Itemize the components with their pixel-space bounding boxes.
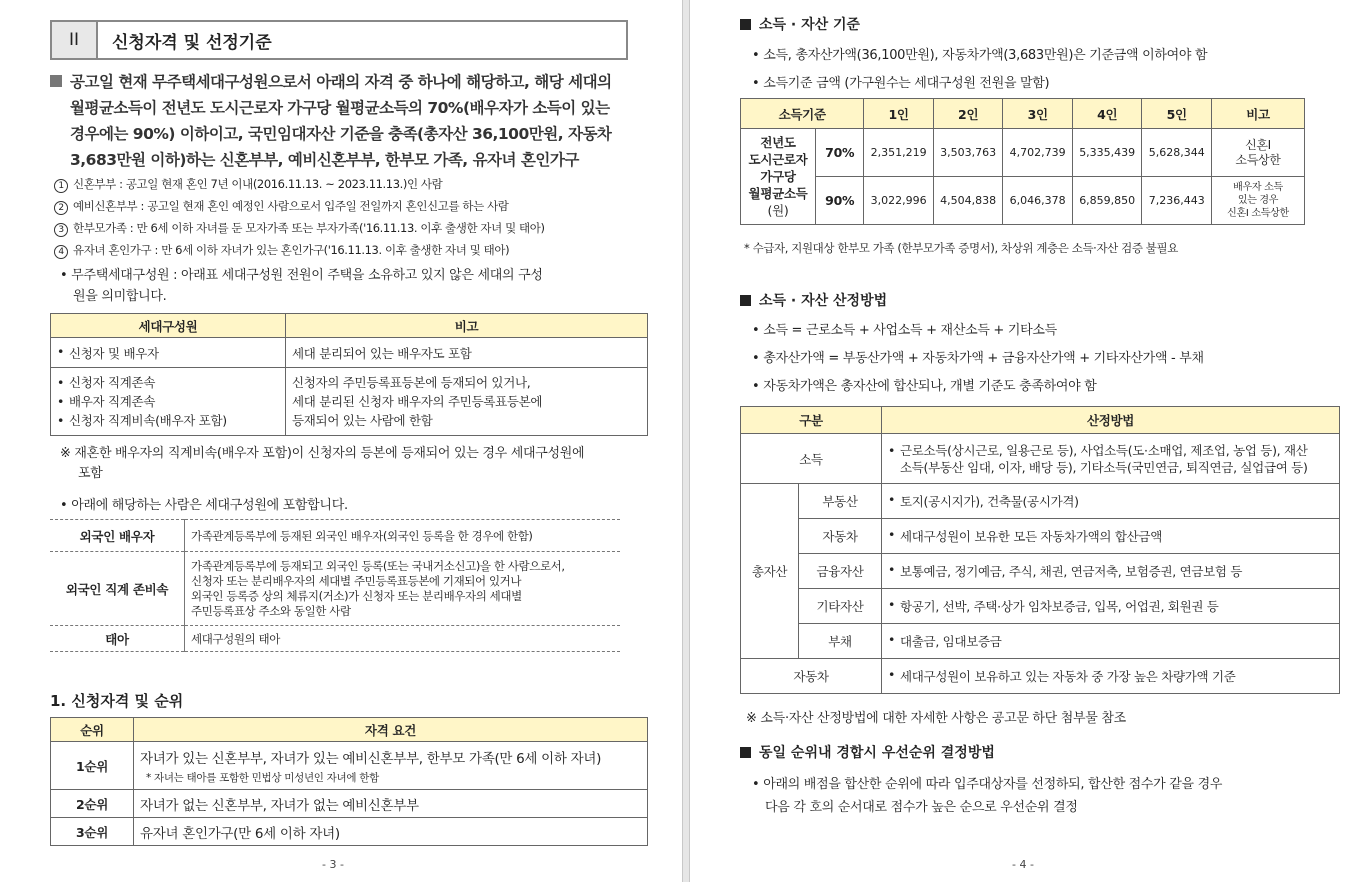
table-header: 1인 (864, 99, 934, 129)
income-value: 3,503,763 (933, 129, 1003, 177)
income-value: 7,236,443 (1142, 177, 1212, 225)
method-cell: • 대출금, 임대보증금 (882, 624, 1340, 659)
method-cell: • 항공기, 선박, 주택·상가 임차보증금, 입목, 어업권, 회원권 등 (882, 589, 1340, 624)
page-3 (0, 0, 682, 882)
tiebreak-line-2: 다음 각 호의 순서대로 점수가 높은 순으로 우선순위 결정 (765, 800, 1078, 815)
sub-label: 기타자산 (799, 589, 882, 624)
income-value: 5,335,439 (1072, 129, 1142, 177)
intro-line-4: 3,683만원 이하)하는 신혼부부, 예비신혼부부, 한부모 가족, 유자녀 혼인가구 (70, 151, 579, 169)
calc-bullet-2: • 총자산가액 = 부동산가액 + 자동차가액 + 금융자산가액 + 기타자산가액 - 부채 (752, 351, 1204, 366)
page-4 (690, 0, 1369, 882)
section-header (50, 20, 628, 60)
income-note: * 수급자, 지원대상 한부모 가족 (한부모가족 증명서), 차상위 계층은 소득·자산 검증 불필요 (744, 241, 1178, 255)
row-label: 태아 (50, 626, 185, 652)
method-cell: • 보통예금, 정기예금, 주식, 채권, 연금저축, 보험증권, 연금보험 등 (882, 554, 1340, 589)
intro-line-3: 경우에는 90%) 이하이고, 국민임대자산 기준을 충족(총자산 36,100만원, 자동차 (70, 125, 612, 143)
foreign-members-table (50, 519, 620, 652)
requirement-cell: 유자녀 혼인가구(만 6세 이하 자녀) (134, 818, 648, 846)
note-cell: 배우자 소득 있는 경우 신혼Ⅰ 소득상한 (1212, 177, 1305, 225)
rank-cell: 3순위 (51, 818, 134, 846)
income-criteria-table (740, 98, 1305, 225)
rank-cell: 1순위 (51, 742, 134, 790)
calc-method-table (740, 406, 1340, 694)
heading-income-asset-criteria: 소득 · 자산 기준 (740, 14, 860, 34)
eligibility-item-3: 3 한부모가족 : 만 6세 이하 자녀를 둔 모자가족 또는 부자가족('16.11.13. 이후 출생한 자녀 및 태아) (54, 220, 545, 237)
row-label: 총자산 (741, 484, 799, 659)
calc-bullet-3: • 자동차가액은 총자산에 합산되나, 개별 기준도 충족하여야 함 (752, 379, 1097, 394)
page-gutter (682, 0, 690, 882)
sub-label: 부동산 (799, 484, 882, 519)
note-cell: 신혼Ⅰ 소득상한 (1212, 129, 1305, 177)
square-bullet-icon (740, 295, 751, 306)
include-note: • 아래에 해당하는 사람은 세대구성원에 포함합니다. (60, 498, 348, 513)
table-header: 자격 요건 (134, 718, 648, 742)
calc-note: ※ 소득·자산 산정방법에 대한 자세한 사항은 공고문 하단 첨부물 참조 (746, 711, 1126, 726)
page-number: - 4 - (1012, 858, 1034, 871)
heading-calc-method: 소득 · 자산 산정방법 (740, 290, 887, 310)
row-text: 가족관계등록부에 등재되고 외국인 등록(또는 국내거소신고)을 한 사람으로서, 신청자 또는 분리배우자의 세대별 주민등록표등본에 기재되어 있거나 외국인 등록증 상의 체류지(거소)가 신청자 또는 분리배우자의 세대별 주민등록표상 주소와 동일한 사람 (185, 552, 621, 626)
table-cell: 신청자의 주민등록표등본에 등재되어 있거나, 세대 분리된 신청자 배우자의 주민등록표등본에 등재되어 있는 사람에 한함 (286, 368, 648, 436)
calc-bullet-1: • 소득 = 근로소득 + 사업소득 + 재산소득 + 기타소득 (752, 323, 1057, 338)
page-number: - 3 - (322, 858, 344, 871)
pct-cell: 70% (816, 129, 864, 177)
eligibility-item-4: 4 유자녀 혼인가구 : 만 6세 이하 자녀가 있는 혼인가구('16.11.13. 이후 출생한 자녀 및 태아) (54, 242, 509, 259)
table-header: 2인 (933, 99, 1003, 129)
requirement-cell: 자녀가 없는 신혼부부, 자녀가 없는 예비신혼부부 (134, 790, 648, 818)
table-header: 세대구성원 (51, 314, 286, 338)
table-header: 순위 (51, 718, 134, 742)
priority-table (50, 717, 648, 846)
row-text: 가족관계등록부에 등재된 외국인 배우자(외국인 등록을 한 경우에 한함) (185, 520, 621, 552)
income-value: 6,046,378 (1003, 177, 1073, 225)
method-cell: • 세대구성원이 보유하고 있는 자동차 중 가장 높은 차량가액 기준 (882, 659, 1340, 694)
section-number: II (52, 22, 98, 58)
sub-label: 자동차 (799, 519, 882, 554)
eligibility-item-2: 2 예비신혼부부 : 공고일 현재 혼인 예정인 사람으로서 입주일 전일까지 혼인신고를 하는 사람 (54, 198, 509, 215)
remark-line-1: ※ 재혼한 배우자의 직계비속(배우자 포함)이 신청자의 등본에 등재되어 있는 경우 세대구성원에 (60, 446, 585, 461)
rank-cell: 2순위 (51, 790, 134, 818)
method-cell: • 세대구성원이 보유한 모든 자동차가액의 합산금액 (882, 519, 1340, 554)
income-value: 2,351,219 (864, 129, 934, 177)
sub-label: 부채 (799, 624, 882, 659)
criteria-bullet-2: • 소득기준 금액 (가구원수는 세대구성원 전원을 말함) (752, 76, 1050, 91)
table-header: 5인 (1142, 99, 1212, 129)
intro-line-1: 공고일 현재 무주택세대구성원으로서 아래의 자격 중 하나에 해당하고, 해당 세대의 (70, 73, 612, 91)
income-value: 4,702,739 (1003, 129, 1073, 177)
table-header: 4인 (1072, 99, 1142, 129)
table-cell: • 신청자 및 배우자 (51, 338, 286, 368)
income-value: 5,628,344 (1142, 129, 1212, 177)
square-bullet-icon (740, 19, 751, 30)
income-value: 4,504,838 (933, 177, 1003, 225)
household-members-table (50, 313, 648, 436)
pct-cell: 90% (816, 177, 864, 225)
method-cell: • 근로소득(상시근로, 일용근로 등), 사업소득(도·소매업, 제조업, 농업 등), 재산 소득(부동산 임대, 이자, 배당 등), 기타소득(국민연금, 퇴직연금, 실업급여 등) (882, 434, 1340, 484)
table-header: 산정방법 (882, 407, 1340, 434)
section-title: 신청자격 및 선정기준 (98, 22, 626, 58)
row-label: 소득 (741, 434, 882, 484)
row-label: 자동차 (741, 659, 882, 694)
table-header: 비고 (286, 314, 648, 338)
requirement-cell: 자녀가 있는 신혼부부, 자녀가 있는 예비신혼부부, 한부모 가족(만 6세 이하 자녀) * 자녀는 태아를 포함한 민법상 미성년인 자녀에 한함 (134, 742, 648, 790)
table-cell: 세대 분리되어 있는 배우자도 포함 (286, 338, 648, 368)
income-value: 6,859,850 (1072, 177, 1142, 225)
criteria-bullet-1: • 소득, 총자산가액(36,100만원), 자동차가액(3,683만원)은 기준금액 이하여야 함 (752, 48, 1208, 63)
remark-line-2: 포함 (78, 466, 103, 481)
table-header: 비고 (1212, 99, 1305, 129)
sub-label: 금융자산 (799, 554, 882, 589)
table-cell: • 신청자 직계존속 • 배우자 직계존속 • 신청자 직계비속(배우자 포함) (51, 368, 286, 436)
income-value: 3,022,996 (864, 177, 934, 225)
row-label: 외국인 배우자 (50, 520, 185, 552)
household-note-line-2: 원을 의미합니다. (73, 289, 167, 304)
method-cell: • 토지(공시지가), 건축물(공시가격) (882, 484, 1340, 519)
table-header: 3인 (1003, 99, 1073, 129)
table-header: 소득기준 (741, 99, 864, 129)
row-label: 외국인 직계 존비속 (50, 552, 185, 626)
subsection-title: 1. 신청자격 및 순위 (50, 692, 184, 710)
square-bullet-icon (740, 747, 751, 758)
heading-tiebreak: 동일 순위내 경합시 우선순위 결정방법 (740, 742, 995, 762)
row-label: 전년도 도시근로자 가구당 월평균소득 (원) (741, 129, 816, 225)
household-note-line-1: • 무주택세대구성원 : 아래표 세대구성원 전원이 주택을 소유하고 있지 않은 세대의 구성 (60, 268, 543, 283)
intro-line-2: 월평균소득이 전년도 도시근로자 가구당 월평균소득의 70%(배우자가 소득이 있는 (70, 99, 610, 117)
table-header: 구분 (741, 407, 882, 434)
square-bullet-icon (50, 75, 62, 87)
eligibility-item-1: 1 신혼부부 : 공고일 현재 혼인 7년 이내(2016.11.13. ~ 2023.11.13.)인 사람 (54, 176, 442, 193)
tiebreak-line-1: • 아래의 배점을 합산한 순위에 따라 입주대상자를 선정하되, 합산한 점수가 같을 경우 (752, 777, 1223, 792)
row-text: 세대구성원의 태아 (185, 626, 621, 652)
